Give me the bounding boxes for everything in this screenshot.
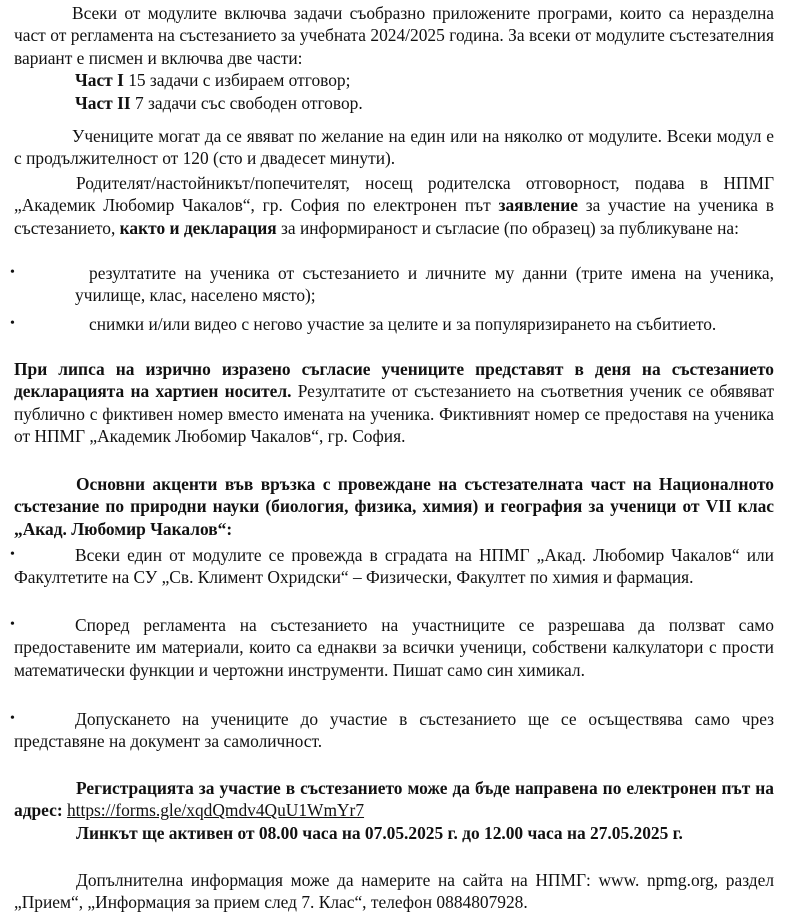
consent-bullet-results: резултатите на ученика от състезанието и личните му данни (трите имена на ученика, училище, клас, населено място); [75, 263, 774, 306]
bullet-marker: • [10, 711, 15, 726]
modules-intro-paragraph: Всеки от модулите включва задачи съобразно приложените програми, които са неразделна част от регламента на състезанието за учебната 2024/2025 година. За всеки от модулите състезателния вариант е писмен и включва две части: [14, 3, 774, 68]
bullet-marker: • [10, 316, 15, 331]
accents-heading-text: Основни акценти във връзка с провеждане на състезателната част на Националното състезание по природни науки (биология, физика, химия) и география за ученици от VII клас „Акад. Любомир Чакалов“: [14, 474, 774, 539]
accent-bullet-materials: Според регламента на състезанието на участниците се разрешава да ползват само предоставените им материали, които са еднакви за всички ученици, собствени калкулатори с прости математически функции и чертожни инструменти. Пишат само син химикал. [14, 615, 774, 680]
bullet-marker: • [10, 617, 15, 632]
parent-text-a: Родителят/настойникът/попечителят, носещ родителска отговорност, подава в НПМГ „Академик Любомир Чакалов“, гр. София по електронен път [14, 173, 774, 216]
consent-bullet-photos: снимки и/или видео с негово участие за целите и за популяризирането на събитието. [89, 314, 717, 334]
link-active-paragraph [14, 822, 774, 844]
parent-bold-declaration: както и декларация [119, 217, 277, 238]
no-consent-paragraph [14, 358, 774, 447]
parent-text-e: за информираност и съгласие (по образец) за публикуване на: [276, 217, 739, 238]
no-consent-bold: При липса на изрично изразено съгласие учениците представят в деня на състезанието декларацията на хартиен носител. [14, 359, 774, 402]
registration-link[interactable]: https://forms.gle/xqdQmdv4QuU1WmYr7 [66, 800, 365, 821]
part1-line [75, 69, 675, 91]
part1-label: Част I [75, 70, 124, 90]
parent-text-c: за участие на ученика в състезанието, [14, 195, 775, 238]
part1-text: 15 задачи с избираем отговор; [123, 70, 351, 90]
part2-line [75, 92, 675, 114]
students-choice-paragraph: Учениците могат да се явяват по желание на един или на няколко от модулите. Всеки модул е с продължителност от 120 (сто и двадесет минути). [14, 126, 774, 169]
more-info-paragraph: Допълнителна информация може да намерите на сайта на НПМГ: www. npmg.org, раздел „Прием“, „Информация за прием след 7. Клас“, телефон 0884807928. [14, 870, 774, 913]
no-consent-text: Резултатите от състезанието на съответния ученик се обявяват публично с фиктивен номер вместо имената на ученика. Фиктивният номер се предоставя на ученика от НПМГ „Академик Любомир Чакалов“, гр. София. [14, 381, 774, 446]
bullet-marker: • [10, 547, 15, 562]
accent-bullet-id: Допускането на учениците до участие в състезанието ще се осъществява само чрез представяне на документ за самоличност. [14, 709, 774, 752]
registration-bold: Регистрацията за участие в състезанието може да бъде направена по електронен път на адрес: [14, 778, 774, 821]
registration-paragraph [14, 777, 774, 822]
bullet-marker: • [10, 265, 15, 280]
part2-text: 7 задачи със свободен отговор. [130, 93, 363, 113]
parent-paragraph [14, 172, 774, 239]
accent-bullet-venue: Всеки един от модулите се провежда в сградата на НПМГ „Акад. Любомир Чакалов“ или Факултетите на СУ „Св. Климент Охридски“ – Физически, Факултет по химия и фармация. [14, 545, 774, 588]
link-active-bold: Линкът ще активен от 08.00 часа на 07.05.2025 г. до 12.00 часа на 27.05.2025 г. [76, 823, 683, 843]
part2-label: Част II [75, 93, 131, 113]
accents-heading [14, 473, 774, 540]
parent-bold-application: заявление [498, 195, 578, 216]
